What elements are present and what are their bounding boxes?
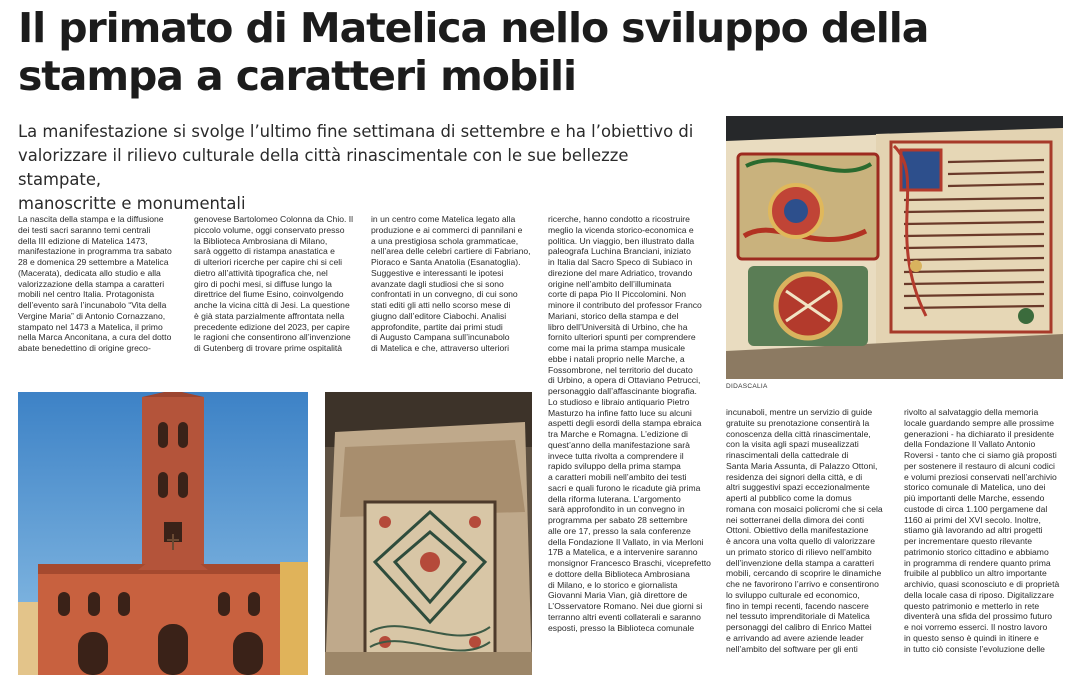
text-line: libro dell’Università di Urbino, che ha xyxy=(548,321,688,332)
text-line: meglio la vicenda storico-economica e xyxy=(548,224,694,235)
text-line: ebbe i natali proprio nelle Marche, a xyxy=(548,353,685,364)
text-line: romana con mosaici policromi che si cela xyxy=(726,503,883,514)
text-line: incunaboli, mentre un servizio di guide xyxy=(726,407,873,417)
text-line: abate benedettino di origine greco- xyxy=(18,343,151,353)
text-line: direttrice del fiume Esino, coinvolgendo xyxy=(194,289,344,300)
text-line: nella Marca Anconitana, a cura del dotto xyxy=(18,332,172,343)
text-line: nei sotterranei della dimora dei conti xyxy=(726,514,865,525)
text-line: quest’anno della manifestazione sarà xyxy=(548,439,690,450)
text-line: fruibile al pubblico un altro importante xyxy=(904,568,1047,579)
text-line: valorizzazione della stampa a caratteri xyxy=(18,278,165,289)
text-line: nell’ambito del software per gli enti xyxy=(726,643,858,654)
text-line: di Matelica e che, attraverso ulteriori xyxy=(371,343,510,353)
text-line: di Milano, e lo storico e giornalista xyxy=(548,579,678,590)
text-line: aspetti degli esordi della stampa ebraica xyxy=(548,418,702,429)
text-line: Fossombrone, nel territorio del ducato xyxy=(548,364,693,375)
text-line: la Biblioteca Ambrosiana di Milano, xyxy=(194,235,328,246)
text-line: tra Marche e Romagna. L’edizione di xyxy=(548,429,688,439)
text-line: le ragioni che consentirono all’invenzione xyxy=(194,332,351,343)
text-line: giro di pochi mesi, si diffuse lungo la xyxy=(194,278,332,289)
text-line: 17B a Matelica, e a intervenire saranno xyxy=(548,547,698,558)
text-line: che ne favorirono l’arrivo e consentirono xyxy=(726,579,879,589)
text-column-6 xyxy=(904,407,1074,654)
text-line: a caratteri mobili nell’ambito dei testi xyxy=(548,472,687,482)
text-line: generazioni - ha dichiarato il presidente xyxy=(904,428,1055,439)
text-line: della locale casa di riposo. Digitalizzare xyxy=(904,589,1054,600)
text-line: Suggestive e interessanti le ipotesi xyxy=(371,267,504,278)
text-line: fornito ulteriori spunti per comprendere xyxy=(548,332,696,343)
text-line: sacri e quali furono le ricadute già prima xyxy=(548,482,701,493)
text-column-2 xyxy=(194,214,364,354)
text-line: anche la vicina città di Jesi. La questione xyxy=(194,300,350,310)
text-line: in Italia dal Sacro Speco di Subiaco in xyxy=(548,257,693,267)
text-line: rivolto al salvataggio della memoria xyxy=(904,407,1039,417)
text-line: di Augusto Campana sull’incunabolo xyxy=(371,332,510,343)
text-line: rapido sviluppo della prima stampa xyxy=(548,461,681,472)
text-line: sarà approfondito in un convegno in xyxy=(548,504,685,515)
text-line: Mariani, storico della stampa e del xyxy=(548,310,679,321)
text-line: locale guardando sempre alle prossime xyxy=(904,417,1054,428)
text-line: personaggi del calibro di Enrico Mattei xyxy=(726,622,872,632)
text-line: programma per sabato 28 settembre xyxy=(548,515,688,525)
article-subtitle xyxy=(18,120,708,216)
text-line: politica. Un viaggio, ben illustrato dalla xyxy=(548,235,695,246)
text-line: dell’invenzione della stampa a caratteri xyxy=(726,557,875,568)
text-line: La nascita della stampa e la diffusione xyxy=(18,214,164,224)
text-line: archivio, quasi sconosciuto e di proprietà xyxy=(904,579,1060,589)
text-line: direzione del mare Adriatico, trovando xyxy=(548,267,693,278)
text-line: più importanti delle Marche, essendo xyxy=(904,493,1045,503)
text-line: personaggio dall’affascinante biografia. xyxy=(548,386,697,396)
title-line-2: stampa a caratteri mobili xyxy=(18,52,576,100)
text-line: conoscenza della città rinascimentale, xyxy=(726,428,871,439)
text-line: Ottoni. Obiettivo della manifestazione xyxy=(726,525,869,536)
text-line: residenza dei signori della città, e di xyxy=(726,471,863,482)
text-line: come mai la prima stampa musicale xyxy=(548,343,686,353)
text-line: storico comunale di Matelica, uno dei xyxy=(904,482,1046,493)
text-line: genovese Bartolomeo Colonna da Chio. Il xyxy=(194,214,354,224)
subtitle-line-1: La manifestazione si svolge l’ultimo fine settimana di settembre e ha l’obiettivo di xyxy=(18,122,694,141)
text-line: precedente edizione del 2023, per capire xyxy=(194,321,350,332)
text-line: giugno dall’editore Ciabochi. Analisi xyxy=(371,310,507,321)
text-line: è ancora una volta quello di valorizzare xyxy=(726,536,876,546)
mosaic-photo xyxy=(325,392,532,675)
photo-caption: DIDASCALIA xyxy=(726,383,768,390)
text-line: rinascimentali della cattedrale di xyxy=(726,450,849,460)
text-line: paleografa Luchina Branciani, iniziato xyxy=(548,246,691,257)
text-line: confrontati in un convegno, di cui sono xyxy=(371,289,518,300)
text-line: manifestazione in programma tra sabato xyxy=(18,246,172,257)
text-line: stiamo già lavorando ad altri progetti xyxy=(904,525,1043,536)
text-line: altri suggestivi spazi eccezionalmente xyxy=(726,482,870,493)
text-line: per incrementare questo rilevante xyxy=(904,536,1033,546)
text-line: in questo senso è quindi in itinere e xyxy=(904,632,1039,643)
text-line: e dottore della Biblioteca Ambrosiana xyxy=(548,568,690,579)
text-line: (Macerata), dedicata allo studio e alla xyxy=(18,267,161,278)
subtitle-line-2: valorizzare il rilievo culturale della città rinascimentale con le sue bellezze stampate, xyxy=(18,146,629,189)
text-line: Giovanni Maria Vian, già direttore de xyxy=(548,590,688,601)
text-line: Pioraco e Santa Anatolia (Esanatoglia). xyxy=(371,257,521,267)
text-line: alle ore 17, presso la sala conferenze xyxy=(548,525,691,536)
text-line: di Urbino, a opera di Ottaviano Petrucci, xyxy=(548,375,701,386)
text-line: monsignor Francesco Braschi, viceprefetto xyxy=(548,558,711,568)
text-line: di ulteriori ricerche per capire chi si celi xyxy=(194,257,343,267)
text-line: Masturzo ha infine fatto luce su alcuni xyxy=(548,407,692,418)
text-line: origine nell’ambito dell’illuminata xyxy=(548,278,672,289)
manuscript-photo xyxy=(726,116,1063,379)
text-line: piccolo volume, oggi conservato presso xyxy=(194,224,345,235)
text-line: della III edizione di Matelica 1473, xyxy=(18,235,148,246)
title-line-1: Il primato di Matelica nello sviluppo della xyxy=(18,4,929,52)
text-line: dei testi sacri saranno temi centrali xyxy=(18,224,151,235)
church-photo xyxy=(18,392,308,675)
text-line: Vergine Maria” di Antonio Cornazzano, xyxy=(18,310,166,321)
text-line: 1160 ai primi del XVI secolo. Inoltre, xyxy=(904,514,1041,525)
text-line: sarà oggetto di ristampa anastatica e xyxy=(194,246,335,257)
text-line: ricerche, hanno condotto a ricostruire xyxy=(548,214,690,224)
text-line: un primato storico di rilievo nell’ambito xyxy=(726,546,872,557)
text-line: nel tessuto imprenditoriale di Matelica xyxy=(726,611,870,622)
text-line: invece tutta rivolta a comprendere il xyxy=(548,450,684,461)
text-line: in tutto ciò consiste l’evoluzione delle xyxy=(904,643,1045,654)
text-column-1 xyxy=(18,214,198,354)
text-line: gratuite su prenotazione consentirà la xyxy=(726,417,870,428)
text-line: è già stata parzialmente affrontata nella xyxy=(194,310,345,321)
text-line: nell’area delle celebri cartiere di Fabriano, xyxy=(371,246,531,257)
text-line: diventerà una sfida del prossimo futuro xyxy=(904,611,1053,622)
text-line: aperti al pubblico come la domus xyxy=(726,493,852,503)
text-line: a una prestigiosa schola grammaticae, xyxy=(371,235,519,246)
text-line: stampato nel 1473 a Matelica, il primo xyxy=(18,321,163,332)
article-title xyxy=(18,4,1068,100)
text-line: della Fondazione Il Vallato Antonio xyxy=(904,439,1036,450)
text-line: Santa Maria Assunta, di Palazzo Ottoni, xyxy=(726,460,878,471)
text-line: esposti, presso la Biblioteca comunale xyxy=(548,622,695,633)
text-column-3 xyxy=(371,214,543,354)
text-line: minore il contributo del professor Franco xyxy=(548,300,702,310)
text-line: questo patrimonio e metterlo in rete xyxy=(904,600,1040,611)
text-line: dietro all’attività tipografica che, nel xyxy=(194,267,328,278)
text-line: produzione e ai commerci di pannilani e xyxy=(371,224,523,235)
text-line: custode di circa 1.100 pergamene dal xyxy=(904,503,1048,514)
text-line: corte di papa Pio II Piccolomini. Non xyxy=(548,289,687,300)
text-line: approfondite, partite dai primi studi xyxy=(371,321,503,332)
text-line: con la visita agli spazi musealizzati xyxy=(726,439,859,450)
text-line: lo sviluppo culturale ed economico, xyxy=(726,589,860,600)
text-line: mobili nel centro Italia. Protagonista xyxy=(18,289,155,300)
text-line: patrimonio storico cittadino e abbiamo xyxy=(904,546,1049,557)
text-line: e arrivando ad avere aziende leader xyxy=(726,632,864,643)
text-line: in programma di rendere quanto prima xyxy=(904,557,1051,568)
text-line: della Fondazione Il Vallato, in via Merloni xyxy=(548,536,704,547)
text-line: mobili, cercando di scoprire le dinamiche xyxy=(726,568,882,579)
text-line: in un centro come Matelica legato alla xyxy=(371,214,516,224)
text-line: avanzate dagli studiosi che si sono xyxy=(371,278,504,289)
text-line: e noi vorremo esserci. Il nostro lavoro xyxy=(904,622,1048,632)
text-line: 28 e domenica 29 settembre a Matelica xyxy=(18,257,169,267)
text-line: di Gutenberg di trovare prime ospitalità xyxy=(194,343,343,353)
subtitle-line-3: manoscritte e monumentali xyxy=(18,194,246,213)
text-line: terranno altri eventi collaterali e saranno xyxy=(548,611,701,622)
text-line: dell’evento sarà l’incunabolo “Vita della xyxy=(18,300,167,310)
text-line: Lo studioso e libraio antiquario Pietro xyxy=(548,396,690,407)
text-line: stati editi gli atti nello scorso mese di xyxy=(371,300,511,310)
text-column-5 xyxy=(726,407,898,654)
text-line: della riforma luterana. L’argomento xyxy=(548,493,681,504)
text-column-4 xyxy=(548,214,720,633)
text-line: per sostenere il restauro di alcuni codici xyxy=(904,460,1055,471)
text-line: e volumi preziosi conservati nell’archivio xyxy=(904,471,1057,482)
text-line: fino in tempi recenti, facendo nascere xyxy=(726,600,869,611)
text-line: Roversi - tanto che ci siamo già proposti xyxy=(904,450,1057,460)
text-line: L’Osservatore Romano. Nei due giorni si xyxy=(548,601,703,611)
